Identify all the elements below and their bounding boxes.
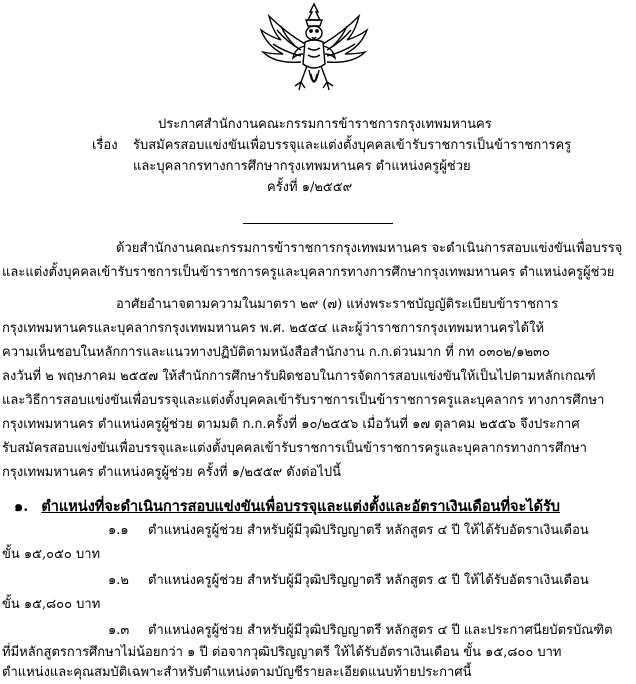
item-1-2-line-1: ตำแหน่งครูผู้ช่วย สำหรับผู้มีวุฒิปริญญาตรี หลักสูตร ๕ ปี ให้ได้รับอัตราเงินเดือน xyxy=(148,573,589,588)
divider xyxy=(243,223,393,224)
item-1-1-number: ๑.๑ xyxy=(108,523,129,538)
item-1-1-line-1: ตำแหน่งครูผู้ช่วย สำหรับผู้มีวุฒิปริญญาตรี หลักสูตร ๔ ปี ให้ได้รับอัตราเงินเดือน xyxy=(148,523,589,538)
item-1-2-number: ๑.๒ xyxy=(108,573,129,588)
item-1-3-line-2: ที่มีหลักสูตรการศึกษาไม่น้อยกว่า ๑ ปี ต่อจากวุฒิปริญญาตรี ให้ได้รับอัตราเงินเดือน ขั้น ๑๕,๘๐๐ บาท xyxy=(2,645,562,660)
paragraph-2-line-8: กรุงเทพมหานคร ตำแหน่งครูผู้ช่วย ครั้งที่ ๑/๒๕๕๙ ดังต่อไปนี้ xyxy=(2,465,341,480)
item-1-3-line-1: ตำแหน่งครูผู้ช่วย สำหรับผู้มีวุฒิปริญญาตรี หลักสูตร ๔ ปี และประกาศนียบัตรบัณฑิต xyxy=(148,623,613,638)
section-1-heading xyxy=(14,498,560,516)
subject-line-3: ครั้งที่ ๑/๒๕๕๙ xyxy=(267,180,353,195)
item-1-2-line-2: ขั้น ๑๕,๘๐๐ บาท xyxy=(2,597,101,612)
paragraph-2-line-4: ลงวันที่ ๒ พฤษภาคม ๒๕๕๗ ให้สำนักการศึกษารับผิดชอบในการจัดการสอบแข่งขันให้เป็นไปตามหลักเกณฑ์ xyxy=(2,369,596,384)
paragraph-2-line-2: กรุงเทพมหานครและบุคลากรกรุงเทพมหานคร พ.ศ. ๒๕๕๔ และผู้ว่าราชการกรุงเทพมหานครได้ให้ xyxy=(2,321,545,336)
subject-line-2: และบุคลากรทางการศึกษากรุงเทพมหานคร ตำแหน่งครูผู้ช่วย xyxy=(133,159,471,174)
paragraph-2-line-1: อาศัยอำนาจตามความในมาตรา ๒๙ (๗) แห่งพระราชบัญญัติระเบียบข้าราชการ xyxy=(116,297,559,312)
paragraph-2-line-7: รับสมัครสอบแข่งขันเพื่อบรรจุและแต่งตั้งบุคคลเข้ารับราชการเป็นข้าราชการครูและบุคลากรทางการศึกษา xyxy=(2,441,587,456)
section-1-title: ตำแหน่งที่จะดำเนินการสอบแข่งขันเพื่อบรรจุและแต่งตั้งและอัตราเงินเดือนที่จะได้รับ xyxy=(41,498,561,515)
paragraph-2-line-5: และวิธีการสอบแข่งขันเพื่อบรรจุและแต่งตั้งบุคคลเข้ารับราชการเป็นข้าราชการครูและบุคลากร ทางการศึกษา xyxy=(2,393,605,408)
garuda-emblem-icon xyxy=(255,2,373,100)
subject-label: เรื่อง xyxy=(92,138,118,153)
section-1-number: ๑. xyxy=(14,498,29,515)
item-1-3-number: ๑.๓ xyxy=(108,623,130,638)
paragraph-1-line-2: และแต่งตั้งบุคคลเข้ารับราชการเป็นข้าราชการครูและบุคลากรทางการศึกษากรุงเทพมหานคร ตำแหน่งครูผู้ช่วย xyxy=(2,265,615,280)
announcement-title: ประกาศสำนักงานคณะกรรมการข้าราชการกรุงเทพมหานคร xyxy=(158,117,492,132)
paragraph-2-line-3: ความเห็นชอบในหลักการและแนวทางปฏิบัติตามหนังสือสำนักงาน ก.ก.ด่วนมาก ที่ กท ๐๓๐๒/๑๒๓๐ xyxy=(2,345,550,360)
item-1-3-line-3: ตำแหน่งและคุณสมบัติเฉพาะสำหรับตำแหน่งตามบัญชีรายละเอียดแนบท้ายประกาศนี้ xyxy=(2,665,472,680)
paragraph-2-line-6: กรุงเทพมหานคร ตำแหน่งครูผู้ช่วย ตามมติ ก.ก.ครั้งที่ ๑๐/๒๕๕๖ เมื่อวันที่ ๑๗ ตุลาคม ๒๕๕๖ จึงประกาศ xyxy=(2,417,580,432)
paragraph-1-line-1: ด้วยสำนักงานคณะกรรมการข้าราชการกรุงเทพมหานคร จะดำเนินการสอบแข่งขันเพื่อบรรจุ xyxy=(116,241,623,256)
subject-line-1: รับสมัครสอบแข่งขันเพื่อบรรจุและแต่งตั้งบุคคลเข้ารับราชการเป็นข้าราชการครู xyxy=(133,138,572,153)
item-1-1-line-2: ขั้น ๑๕,๐๕๐ บาท xyxy=(2,547,101,562)
